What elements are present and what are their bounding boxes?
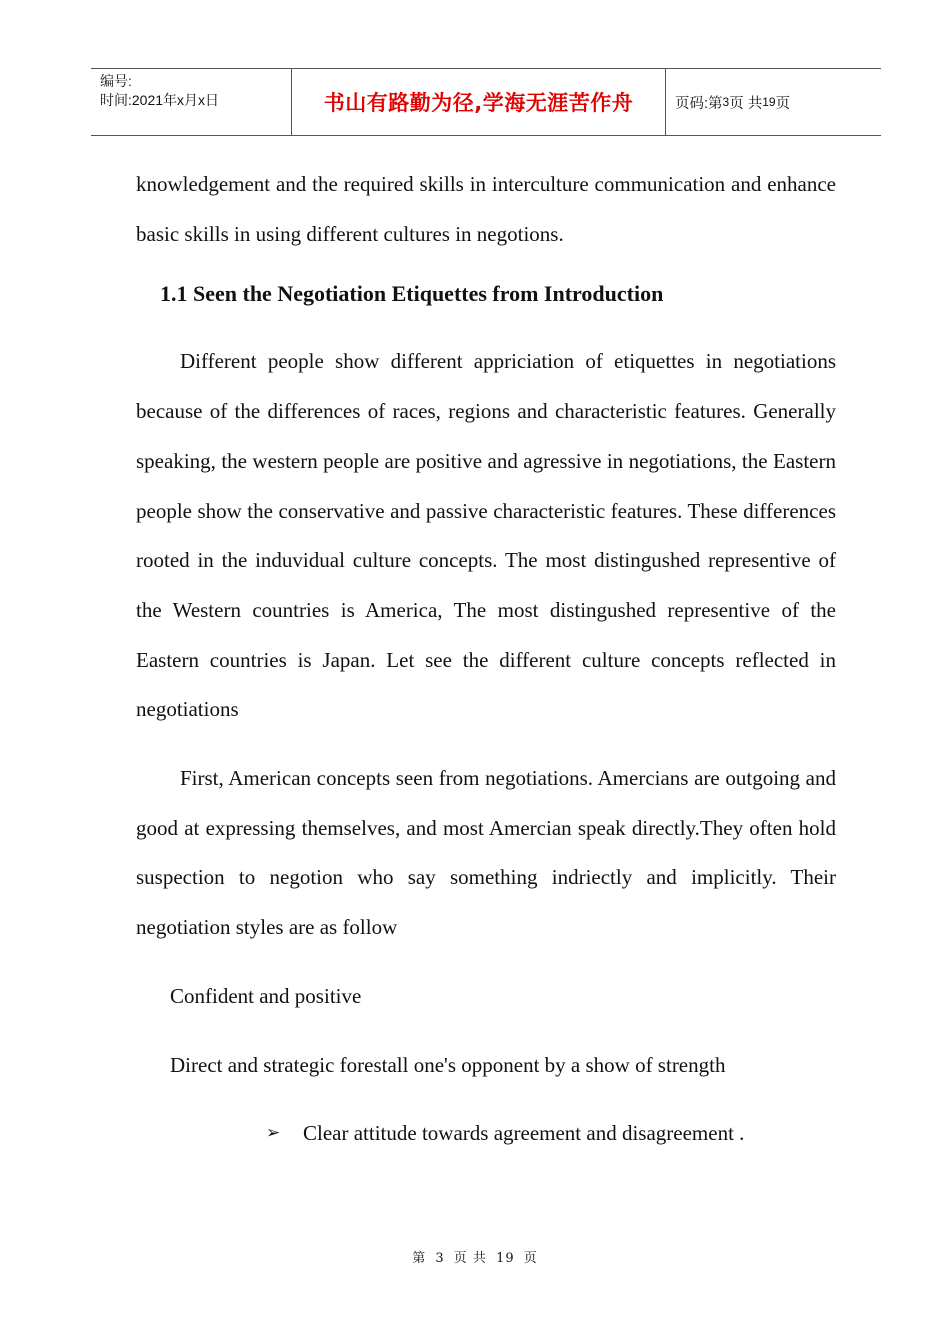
body-paragraph-2: First, American concepts seen from negotiations. Amercians are outgoing and good at expressing themselves, and most Amercian speak directly.They often hold suspection to negotion who say something indriectly and implicitly. Their negotiation styles are as follow [136, 766, 836, 940]
header-page-prefix: 页码:第 [675, 95, 723, 112]
arrow-bullet-icon: ➢ [266, 1123, 281, 1144]
page-footer [0, 1247, 950, 1266]
bullet-item-text: Clear attitude towards agreement and disagreement . [303, 1121, 745, 1146]
header-page-suffix: 页 [775, 95, 791, 112]
header-page-current: 3 [722, 95, 730, 109]
header-page-cell [666, 69, 881, 135]
header-motto-cell [292, 69, 666, 135]
header-page-mid: 页 共 [729, 95, 763, 112]
footer-mid: 页 共 [453, 1251, 487, 1266]
footer-current-page: 3 [435, 1251, 445, 1266]
header-page-total: 19 [762, 95, 776, 109]
bullet-item-1 [136, 1109, 836, 1159]
header-motto: 书山有路勤为径,学海无涯苦作舟 [323, 91, 634, 115]
body-paragraph-1: Different people show different appriciation of etiquettes in negotiations because of the differences of races, regions and characteristic features. Generally speaking, the western people are positive and agressive in negotiations, the Eastern people show the conservative and passive characteristic features. These differences rooted in the induvidual culture concepts. The most distingushed representive of the Western countries is America, The most distingushed representive of the Eastern countries is Japan. Let see the different culture concepts reflected in negotiations [136, 349, 836, 722]
header-info-cell [91, 69, 292, 135]
page-header [91, 68, 881, 136]
footer-suffix: 页 [523, 1251, 538, 1266]
document-body [136, 160, 836, 1159]
document-number-label: 编号: [100, 73, 132, 89]
intro-paragraph: knowledgement and the required skills in interculture communication and enhance basic skills in using different cultures in negotions. [136, 172, 836, 246]
style-item-1: Confident and positive [170, 983, 362, 1008]
style-item-2: Direct and strategic forestall one's opponent by a show of strength [170, 1052, 726, 1077]
footer-prefix: 第 [412, 1251, 427, 1266]
document-time-label: 时间:2021年x月x日 [100, 92, 220, 108]
section-heading: 1.1 Seen the Negotiation Etiquettes from Introduction [160, 281, 664, 307]
footer-total-pages: 19 [496, 1251, 515, 1266]
